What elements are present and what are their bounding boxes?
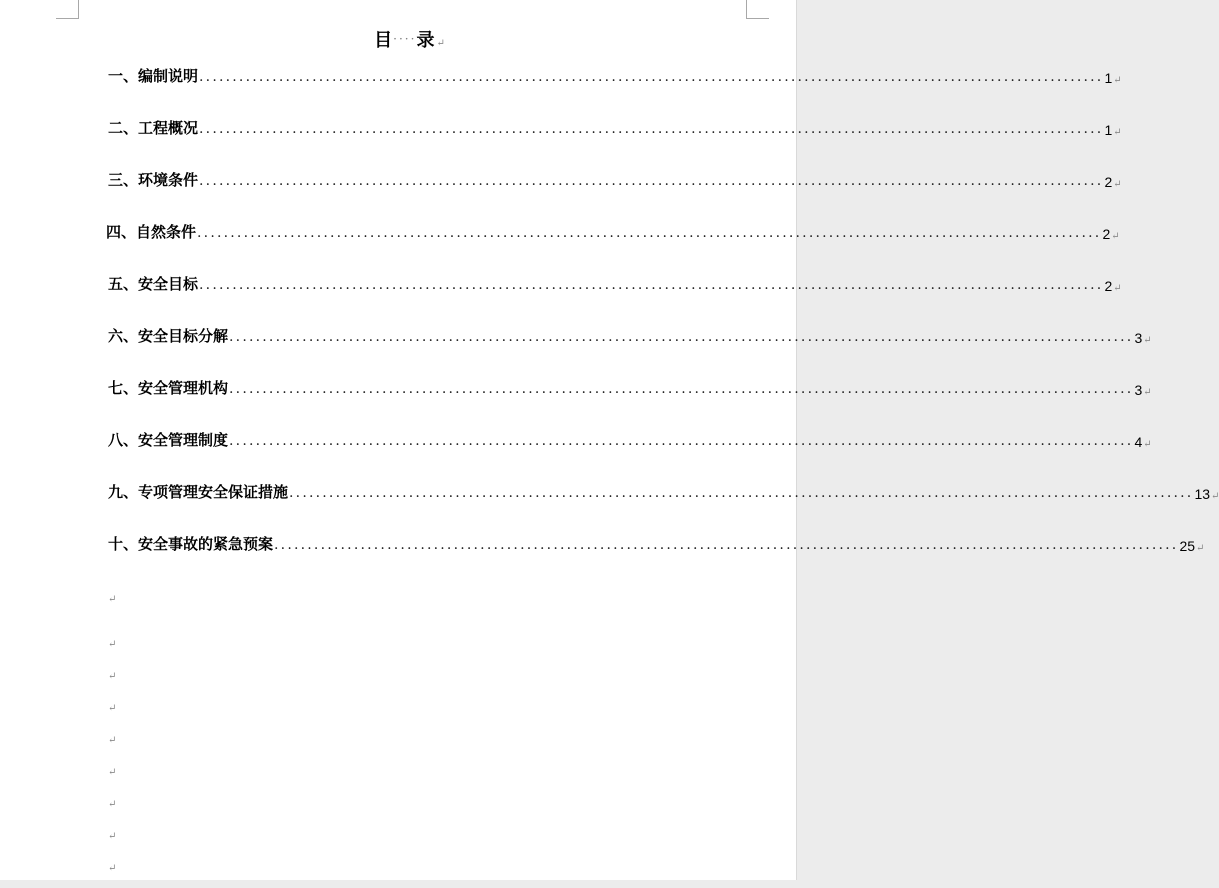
toc-entry-page: 2 <box>1102 226 1111 242</box>
toc-leader-dots: ........................................................................................................................................ <box>199 121 1104 137</box>
toc-leader-dots: ........................................................................................................................................ <box>199 277 1104 293</box>
toc-entry-page: 2 <box>1104 174 1113 190</box>
toc-entry-label: 六、安全目标分解 <box>108 327 229 345</box>
paragraph-mark-icon: ↵ <box>1113 127 1122 138</box>
toc-entry-page: 3 <box>1134 330 1143 346</box>
toc-title-left: 目 <box>374 30 394 51</box>
paragraph-mark-icon: ↵ <box>1196 543 1205 554</box>
toc-entry-label: 八、安全管理制度 <box>108 431 229 449</box>
toc-entry-label: 五、安全目标 <box>108 275 199 293</box>
paragraph-mark-icon: ↵ <box>108 703 117 714</box>
toc-entry-label: 十、安全事故的紧急预案 <box>108 535 274 553</box>
toc-entry[interactable] <box>106 222 1120 242</box>
toc-entry-label: 七、安全管理机构 <box>108 379 229 397</box>
toc-entry-label: 三、环境条件 <box>108 171 199 189</box>
paragraph-mark-icon: ↵ <box>108 767 117 778</box>
toc-entry[interactable] <box>108 118 1122 138</box>
paragraph-mark-icon: ↵ <box>108 799 117 810</box>
toc-title-dots: ···· <box>393 32 417 46</box>
toc-entry-label: 九、专项管理安全保证措施 <box>108 483 289 501</box>
paragraph-mark-icon: ↵ <box>1143 387 1152 398</box>
toc-entry[interactable] <box>108 430 1152 450</box>
toc-leader-dots: ........................................................................................................................................ <box>274 537 1179 553</box>
toc-entry-page: 1 <box>1104 122 1113 138</box>
toc-leader-dots: ........................................................................................................................................ <box>229 433 1134 449</box>
paragraph-mark-icon: ↵ <box>108 735 117 746</box>
paragraph-mark-icon: ↵ <box>1113 283 1122 294</box>
toc-entry-page: 2 <box>1104 278 1113 294</box>
toc-entry[interactable] <box>108 326 1152 346</box>
paragraph-mark-icon: ↵ <box>108 831 117 842</box>
toc-entry[interactable] <box>108 534 1205 554</box>
toc-leader-dots: ........................................................................................................................................ <box>199 173 1104 189</box>
toc-entry-page: 25 <box>1179 538 1196 554</box>
toc-leader-dots: ........................................................................................................................................ <box>229 329 1134 345</box>
paragraph-mark-icon: ↵ <box>1113 179 1122 190</box>
toc-leader-dots: ........................................................................................................................................ <box>197 225 1102 241</box>
toc-entry-page: 13 <box>1194 486 1211 502</box>
paragraph-mark-icon: ↵ <box>1143 439 1152 450</box>
crop-mark-top-left <box>56 0 79 19</box>
toc-entry-page: 3 <box>1134 382 1143 398</box>
toc-entry-label: 四、自然条件 <box>106 223 197 241</box>
toc-entry-label: 二、工程概况 <box>108 119 199 137</box>
paragraph-mark-icon: ↵ <box>436 38 446 49</box>
toc-leader-dots: ........................................................................................................................................ <box>199 69 1104 85</box>
crop-mark-top-right <box>746 0 769 19</box>
paragraph-mark-icon: ↵ <box>108 639 117 650</box>
toc-leader-dots: ........................................................................................................................................ <box>289 485 1194 501</box>
toc-title <box>0 26 820 52</box>
toc-entry-page: 4 <box>1134 434 1143 450</box>
toc-entry[interactable] <box>108 170 1122 190</box>
paragraph-mark-icon: ↵ <box>1113 75 1122 86</box>
toc-entry[interactable] <box>108 482 1219 502</box>
toc-leader-dots: ........................................................................................................................................ <box>229 381 1134 397</box>
paragraph-mark-icon: ↵ <box>1211 491 1219 502</box>
toc-entry[interactable] <box>108 274 1122 294</box>
toc-entry-page: 1 <box>1104 70 1113 86</box>
toc-entry[interactable] <box>108 66 1122 86</box>
toc-entry-label: 一、编制说明 <box>108 67 199 85</box>
toc-title-right: 录 <box>416 30 436 51</box>
paragraph-mark-icon: ↵ <box>108 863 117 874</box>
paragraph-mark-icon: ↵ <box>1111 231 1120 242</box>
paragraph-mark-icon: ↵ <box>108 671 117 682</box>
paragraph-mark-icon: ↵ <box>108 594 117 605</box>
toc-entry[interactable] <box>108 378 1152 398</box>
paragraph-mark-icon: ↵ <box>1143 335 1152 346</box>
